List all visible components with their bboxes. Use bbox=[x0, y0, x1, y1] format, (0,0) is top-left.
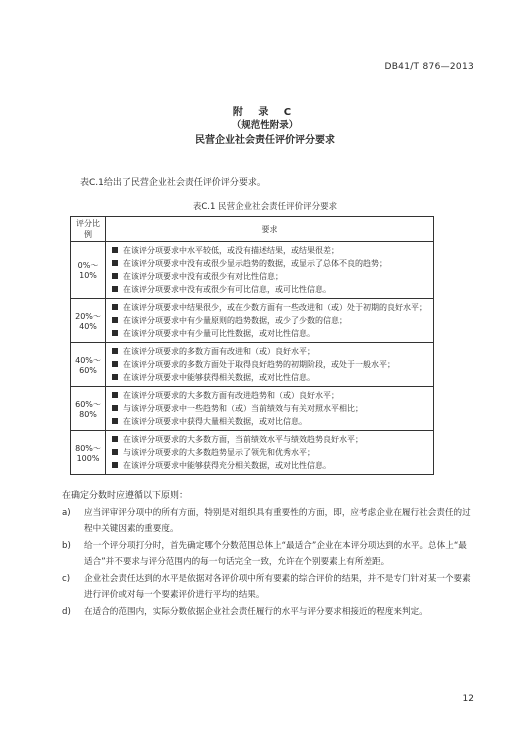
criteria-text: 在该评分项要求的多数方面有改进和（或）良好水平； bbox=[123, 347, 315, 356]
criteria-text: 在该评分项要求中没有或很少有对比性信息； bbox=[123, 272, 283, 281]
appendix-type: （规范性附录） bbox=[231, 120, 299, 131]
criteria-text: 在该评分项要求中水平较低，或没有描述结果，或结果很差； bbox=[123, 246, 339, 255]
square-bullet-icon bbox=[112, 374, 118, 380]
table-row bbox=[71, 387, 434, 431]
criteria-text: 在该评分项要求的多数方面处于取得良好趋势的初期阶段，或处于一般水平； bbox=[123, 360, 395, 369]
criteria-text: 在该评分项要求中有少量原则的趋势数据，或少了少数的信息； bbox=[123, 316, 347, 325]
criteria-item bbox=[112, 433, 427, 446]
criteria-text: 在该评分项要求中获得大量相关数据，或对比信息。 bbox=[123, 417, 307, 426]
criteria-item bbox=[112, 327, 427, 340]
list-marker: c) bbox=[62, 574, 71, 584]
scoring-principles-heading: 在确定分数时应遵循以下原则： bbox=[62, 491, 189, 501]
square-bullet-icon bbox=[112, 449, 118, 455]
appendix-title: 民营企业社会责任评价评分要求 bbox=[195, 135, 335, 146]
appendix-label: 附 录 C bbox=[232, 107, 298, 118]
principle-text: 给一个评分项打分时，首先确定哪个分数范围总体上“最适合”企业在本评分项达到的水平。总体上“最适合”并不要求与评分范围内的每一句话完全一致，允许在个别要素上有所差距。 bbox=[84, 541, 467, 567]
criteria-item bbox=[112, 244, 427, 257]
criteria-item bbox=[112, 314, 427, 327]
square-bullet-icon bbox=[112, 260, 118, 266]
criteria-cell bbox=[106, 242, 434, 299]
score-range-cell: 40%～60% bbox=[71, 343, 106, 387]
table-caption: 表C.1 民营企业社会责任评价评分要求 bbox=[192, 202, 338, 212]
criteria-text: 在该评分项要求中结果很少，或在少数方面有一些改进和（或）处于初期的良好水平； bbox=[123, 303, 427, 312]
table-row bbox=[71, 431, 434, 475]
list-marker: d) bbox=[62, 607, 71, 617]
criteria-text: 在该评分项要求中能够获得相关数据，或对比性信息。 bbox=[123, 373, 315, 382]
principle-text: 在适合的范围内，实际分数依据企业社会责任履行的水平与评分要求相接近的程度来判定。 bbox=[84, 607, 428, 617]
square-bullet-icon bbox=[112, 405, 118, 411]
criteria-cell bbox=[106, 343, 434, 387]
criteria-text: 与该评分项要求的大多数趋势显示了领先和优秀水平； bbox=[123, 448, 315, 457]
square-bullet-icon bbox=[112, 247, 118, 253]
criteria-text: 在该评分项要求中没有或很少显示趋势的数据，或显示了总体不良的趋势； bbox=[123, 259, 387, 268]
criteria-text: 在该评分项要求的大多数方面有改进趋势和（或）良好水平； bbox=[123, 391, 339, 400]
page-number: 12 bbox=[462, 694, 474, 704]
principle-item bbox=[62, 571, 472, 603]
scoring-principles-list bbox=[62, 505, 472, 621]
table-header-row bbox=[71, 217, 434, 242]
standard-code: DB41/T 876—2013 bbox=[384, 62, 474, 72]
principle-item bbox=[62, 505, 472, 537]
column-header-requirements: 要求 bbox=[106, 217, 434, 242]
score-range-cell: 60%～80% bbox=[71, 387, 106, 431]
criteria-item bbox=[112, 270, 427, 283]
score-range-cell: 20%～40% bbox=[71, 299, 106, 343]
criteria-text: 在该评分项要求中能够获得充分相关数据，或对比性信息。 bbox=[123, 461, 331, 470]
square-bullet-icon bbox=[112, 317, 118, 323]
scoring-table bbox=[70, 216, 434, 475]
criteria-text: 在该评分项要求中有少量可比性数据，或对比性信息。 bbox=[123, 329, 315, 338]
square-bullet-icon bbox=[112, 392, 118, 398]
square-bullet-icon bbox=[112, 462, 118, 468]
list-marker: b) bbox=[62, 541, 71, 551]
criteria-item bbox=[112, 459, 427, 472]
criteria-item bbox=[112, 257, 427, 270]
criteria-item bbox=[112, 389, 427, 402]
table-row bbox=[71, 343, 434, 387]
criteria-text: 在该评分项要求的大多数方面，当前绩效水平与绩效趋势良好水平； bbox=[123, 435, 363, 444]
criteria-text: 在该评分项要求中没有或很少有可比信息，或可比性信息。 bbox=[123, 285, 331, 294]
criteria-item bbox=[112, 402, 427, 415]
principle-item bbox=[62, 538, 472, 570]
principle-text: 企业社会责任达到的水平是依据对各评价项中所有要素的综合评价的结果，并不是专门针对某一个要素进行评价或对每一个要素评价进行平均的结果。 bbox=[84, 574, 471, 600]
square-bullet-icon bbox=[112, 286, 118, 292]
table-row bbox=[71, 299, 434, 343]
square-bullet-icon bbox=[112, 304, 118, 310]
square-bullet-icon bbox=[112, 330, 118, 336]
criteria-item bbox=[112, 371, 427, 384]
square-bullet-icon bbox=[112, 418, 118, 424]
column-header-range: 评分比例 bbox=[71, 217, 106, 242]
criteria-cell bbox=[106, 431, 434, 475]
score-range-cell: 80%～100% bbox=[71, 431, 106, 475]
square-bullet-icon bbox=[112, 348, 118, 354]
score-range-cell: 0%～10% bbox=[71, 242, 106, 299]
principle-item bbox=[62, 604, 472, 620]
criteria-item bbox=[112, 301, 427, 314]
criteria-cell bbox=[106, 299, 434, 343]
principle-text: 应当评审评分项中的所有方面，特别是对组织具有重要性的方面，即，应考虑企业在履行社会责任的过程中关键因素的重要度。 bbox=[84, 508, 471, 534]
criteria-item bbox=[112, 345, 427, 358]
criteria-cell bbox=[106, 387, 434, 431]
intro-paragraph: 表C.1给出了民营企业社会责任评价评分要求。 bbox=[80, 178, 266, 188]
criteria-text: 与该评分项要求中一些趋势和（或）当前绩效与有关对照水平相比； bbox=[123, 404, 363, 413]
criteria-item bbox=[112, 446, 427, 459]
square-bullet-icon bbox=[112, 273, 118, 279]
square-bullet-icon bbox=[112, 361, 118, 367]
criteria-item bbox=[112, 283, 427, 296]
criteria-item bbox=[112, 358, 427, 371]
table-row bbox=[71, 242, 434, 299]
list-marker: a) bbox=[62, 508, 71, 518]
square-bullet-icon bbox=[112, 436, 118, 442]
criteria-item bbox=[112, 415, 427, 428]
